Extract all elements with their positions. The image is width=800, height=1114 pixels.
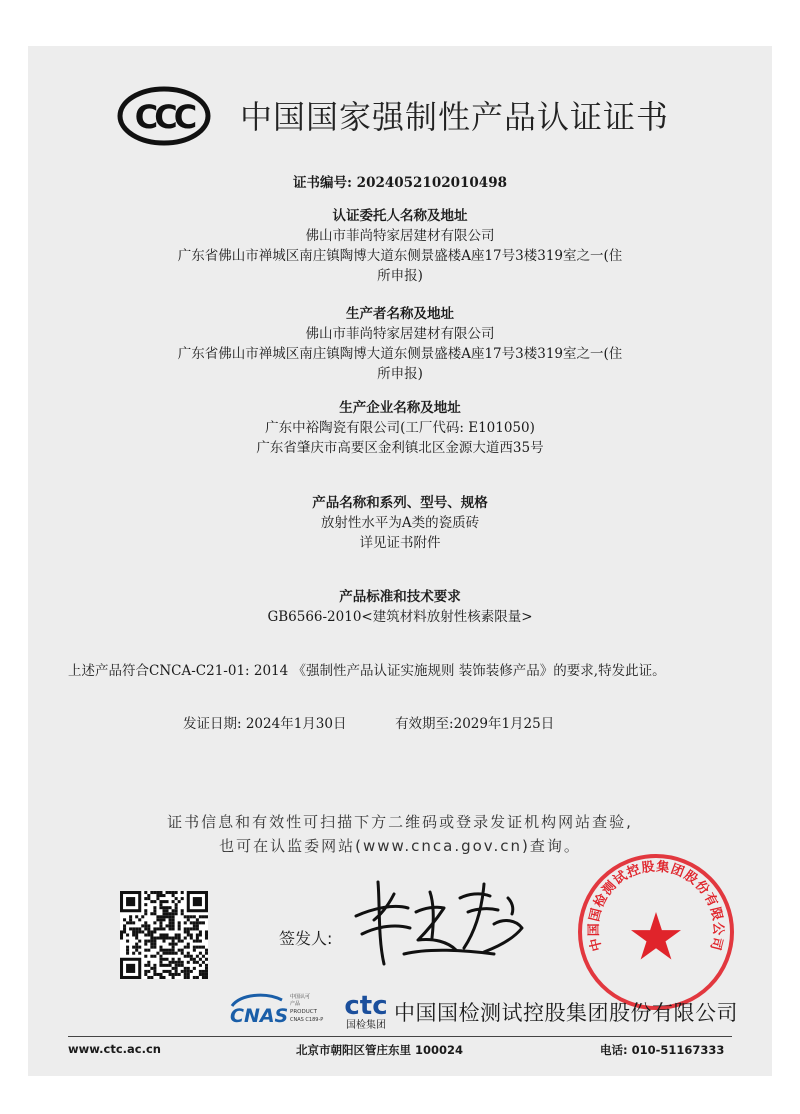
date-row: [183, 712, 554, 732]
manufacturer-address: 广东省佛山市禅城区南庄镇陶博大道东侧景盛楼A座17号3楼319室之一(住: [177, 346, 623, 362]
product-name: 放射性水平为A类的瓷质砖: [320, 515, 480, 531]
footer-website[interactable]: www.ctc.ac.cn: [68, 1042, 161, 1056]
factory-heading: 生产企业名称及地址: [339, 400, 461, 416]
manufacturer-section: [28, 304, 772, 384]
svg-text:PRODUCT: PRODUCT: [290, 1009, 317, 1015]
issue-date: 发证日期: 2024年1月30日: [183, 716, 347, 732]
product-detail: 详见证书附件: [359, 535, 441, 551]
company-seal: [576, 852, 736, 1012]
applicant-section: [28, 206, 772, 286]
footer-divider: [68, 1036, 732, 1037]
ctc-logo: [339, 987, 393, 1031]
product-section: [28, 493, 772, 553]
certificate-sheet: [28, 46, 772, 1076]
certificate-number: 证书编号: 2024052102010498: [293, 175, 507, 191]
applicant-heading: 认证委托人名称及地址: [332, 208, 468, 224]
manufacturer-address-cont: 所申报): [377, 366, 423, 382]
applicant-name: 佛山市菲尚特家居建材有限公司: [305, 228, 495, 244]
svg-text:中国认可: 中国认可: [290, 994, 311, 1000]
svg-text:CNAS: CNAS: [230, 1005, 289, 1027]
handwritten-signature: [344, 868, 534, 968]
issuer-label: 签发人:: [279, 929, 333, 948]
footer-address: 北京市朝阳区管庄东里 100024: [296, 1043, 464, 1057]
product-heading: 产品名称和系列、型号、规格: [312, 495, 488, 511]
svg-text:国检集团: 国检集团: [346, 1020, 386, 1031]
conformity-statement: 上述产品符合CNCA-C21-01: 2014 《强制性产品认证实施规则 装饰装修产品》的要求,特发此证。: [68, 663, 666, 679]
factory-section: [28, 398, 772, 458]
svg-text:中国国检测试控股集团股份有限公司: 中国国检测试控股集团股份有限公司: [586, 859, 726, 953]
standard-section: [28, 587, 772, 627]
standard-value: GB6566-2010<建筑材料放射性核素限量>: [267, 609, 533, 625]
qr-code[interactable]: [120, 891, 208, 979]
applicant-address-cont: 所申报): [377, 268, 423, 284]
footer-phone: 电话: 010-51167333: [600, 1043, 725, 1057]
issuer-company-name: 中国国检测试控股集团股份有限公司: [394, 1001, 738, 1025]
standard-heading: 产品标准和技术要求: [339, 589, 461, 605]
certificate-title: 中国国家强制性产品认证证书: [240, 98, 670, 136]
verification-notice: [28, 810, 772, 858]
manufacturer-name: 佛山市菲尚特家居建材有限公司: [305, 326, 495, 342]
ccc-logo: [117, 86, 211, 146]
cnas-logo: [226, 990, 336, 1030]
factory-name: 广东中裕陶瓷有限公司(工厂代码: E101050): [265, 420, 535, 436]
notice-line-2: 也可在认监委网站(www.cnca.gov.cn)查询。: [219, 837, 581, 855]
svg-text:ctc: ctc: [344, 991, 388, 1021]
manufacturer-heading: 生产者名称及地址: [346, 306, 454, 322]
expiry-date: 有效期至:2029年1月25日: [395, 716, 555, 732]
svg-text:产品: 产品: [290, 1001, 301, 1007]
notice-line-1: 证书信息和有效性可扫描下方二维码或登录发证机构网站查验,: [167, 813, 633, 831]
svg-text:CNAS C189-P: CNAS C189-P: [290, 1017, 324, 1023]
applicant-address: 广东省佛山市禅城区南庄镇陶博大道东侧景盛楼A座17号3楼319室之一(住: [177, 248, 623, 264]
svg-text:CCC: CCC: [134, 98, 194, 136]
factory-address: 广东省肇庆市高要区金利镇北区金源大道西35号: [256, 440, 544, 456]
